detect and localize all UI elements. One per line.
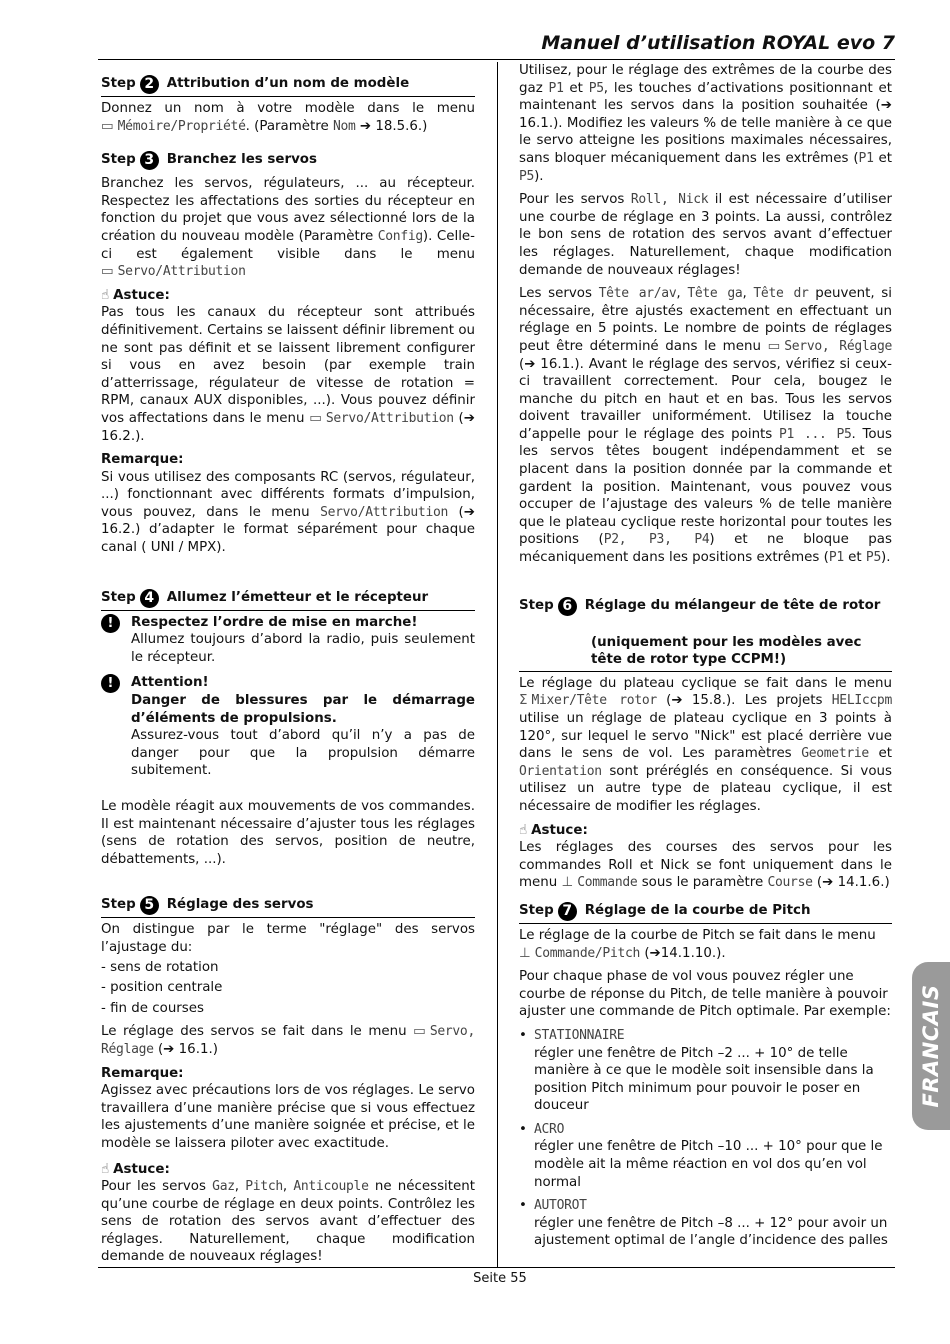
hand-icon: ☝ [519, 822, 528, 838]
paragraph: Pour les servos Roll, Nick il est nécessaire d’utiliser une courbe de réglage en 3 points. La aussi, contrôlez le bon sens de rotation des servos avant d’effectuer les réglages. Naturellement, chaque modification demande de nouveaux réglages! [519, 192, 892, 278]
step-4-heading: Step 4 Allumez l’émetteur et le récepteur [101, 589, 475, 611]
list-item: - fin de courses [101, 1000, 204, 1016]
step-title: Réglage du mélangeur de tête de rotor [584, 597, 881, 613]
paragraph: Le réglage de la courbe de Pitch se fait dans le menu ⊥ Commande/Pitch (➔14.1.10.). [519, 927, 876, 961]
hand-icon: ☝ [101, 1161, 110, 1177]
paragraph: Utilisez, pour le réglage des extrêmes de la courbe des gaz P1 et P5, les touches d’activations positionnant et maintenant les servos dans la position souhaitée (➔ 16.1.). Modifiez les valeurs % de telle manière à ce que le servo atteigne les positions maximales nécessaires, sans bloquer mécaniquement dans les extrêmes (P1 et P5). [519, 63, 892, 184]
paragraph: Pour les servos Gaz, Pitch, Anticouple ne nécessitent qu’une courbe de réglage en deux points. Contrôlez les sens de rotation des servos avant d’effectuer des réglages. Naturellement, chaque modification demande de nouveaux réglages! [101, 1179, 476, 1265]
warning-block [101, 614, 475, 667]
list-item [519, 1197, 892, 1250]
list-item [519, 1027, 892, 1115]
stick-icon: ⊥ [561, 875, 574, 891]
step-title: Allumez l’émetteur et le récepteur [166, 589, 429, 605]
step-number-badge: 5 [140, 896, 159, 915]
paragraph: Les réglages des courses des servos pour les commandes Roll et Nick se font uniquement dans le menu ⊥ Commande sous le paramètre Course (➔ 14.1.6.) [519, 840, 892, 891]
pitch-examples-list [519, 1027, 892, 1250]
list-item [519, 1121, 892, 1191]
paragraph: Le réglage du plateau cyclique se fait dans le menu Σ Mixer/Tête rotor (➔ 15.8.). Les projets HELIccpm utilise un réglage de plateau cyclique en 3 points à 120°, sur lequel le servo "Nick" est placé derrière vue dans le sens de vol. Les paramètres Geometrie et Orientation sont préréglés en conséquence. Si vous utilisez un autre type de plateau cyclique, il est nécessaire de modifier les réglages. [519, 675, 893, 814]
flight-phase-text: régler une fenêtre de Pitch –2 ... + 10° de telle manière à ce que le modèle soit insensible dans la position Pitch minimum pour pouvoir le poser en douceur [534, 1045, 874, 1114]
step-title: Branchez les servos [166, 152, 317, 168]
paragraph: Agissez avec précautions lors de vos réglages. Le servo travaillera d’une manière précise que si vous effectuez les ajustements d’une manière soignée et précise, et le modèle se laissera piloter avec exactitude. [101, 1083, 475, 1151]
flight-phase-name: • STATIONNAIRE [534, 1027, 625, 1043]
remark-label: Remarque: [101, 452, 184, 468]
header-rule [98, 59, 895, 60]
list-item: - sens de rotation [101, 959, 219, 975]
warning-icon: ! [101, 614, 120, 633]
menu-folder-icon: ▭ [767, 338, 781, 354]
menu-folder-icon: ▭ [101, 264, 114, 280]
flight-phase-name: • AUTOROT [534, 1198, 587, 1214]
step-subtitle: (uniquement pour les modèles avec tête de rotor type CCPM!) [591, 634, 862, 668]
tip-label: ☝ Astuce: [101, 287, 170, 303]
remark-label: Remarque: [101, 1065, 184, 1081]
step-5-heading: Step 5 Réglage des servos [101, 896, 475, 918]
step-6-heading: Step 6 Réglage du mélangeur de tête de rotor (uniquement pour les modèles avec tête de rotor type CCPM!) [519, 597, 892, 672]
page-number: Seite 55 [473, 1271, 527, 1286]
page-header-title: Manuel d’utilisation ROYAL evo 7 [541, 32, 895, 54]
step-3-heading: Step 3 Branchez les servos [101, 152, 317, 169]
warning-subtitle: Danger de blessures par le démarrage d’éléments de propulsions. [131, 693, 475, 726]
step-number-badge: 2 [140, 75, 159, 94]
paragraph: Donnez un nom à votre modèle dans le menu ▭ Mémoire/Propriété. (Paramètre Nom ➔ 18.5.6.) [101, 101, 475, 134]
menu-folder-icon: ▭ [413, 1024, 426, 1040]
paragraph: On distingue par le terme "réglage" des servos l’ajustage du: [101, 922, 475, 955]
menu-folder-icon: ▭ [309, 410, 322, 426]
warning-title: Attention! [131, 675, 209, 691]
hand-icon: ☝ [101, 287, 110, 303]
paragraph: Le réglage des servos se fait dans le menu ▭ Servo, Réglage (➔ 16.1.) [101, 1024, 475, 1057]
warning-text: Allumez toujours d’abord la radio, puis seulement le récepteur. [131, 632, 475, 665]
language-tab [912, 962, 950, 1130]
sigma-icon: Σ [519, 693, 528, 709]
step-2-heading: Step 2 Attribution d’un nom de modèle [101, 75, 475, 97]
tip-label: ☝ Astuce: [101, 1161, 170, 1177]
warning-block [101, 674, 475, 780]
step-number-badge: 3 [140, 151, 159, 170]
step-7-heading: Step 7 Réglage de la courbe de Pitch [519, 902, 892, 924]
tip-label: ☝ Astuce: [519, 822, 588, 838]
menu-folder-icon: ▭ [101, 118, 114, 134]
language-tab-label: FRANCAIS [919, 984, 943, 1108]
warning-icon: ! [101, 674, 120, 693]
paragraph: Branchez les servos, régulateurs, ... au récepteur. Respectez les affectations des sorties du récepteur en fonction du projet que vous avez sélectionné lors de la création du nouveau modèle (Paramètre Config). Celle-ci est également visible dans le menu ▭ Servo/Attribution [101, 176, 476, 280]
paragraph: Pour chaque phase de vol vous pouvez régler une courbe de réponse du Pitch, de telle manière à pouvoir ajuster une commande de Pitch optimale. Par exemple: [519, 969, 891, 1020]
paragraph: Le modèle réagit aux mouvements de vos commandes. Il est maintenant nécessaire d’ajuster tous les réglages (sens de rotation des servos, position de neutre, débattements, ...). [101, 799, 475, 867]
step-number-badge: 7 [558, 902, 577, 921]
paragraph: Les servos Tête ar/av, Tête ga, Tête dr peuvent, si nécessaire, être ajustés exactement en effectuant un réglage en 5 points. Le nombre de points de réglages peut être déterminé dans le menu ▭ Servo, Réglage (➔ 16.1.). Avant le réglage des servos, vérifiez si ceux-ci travaillent correctement. Pour cela, bougez le manche du pitch en haut et en bas. Tous les servos doivent travailler uniformément. Utilisez la touche d’appelle pour le réglage des points P1 ... P5. Tous les servos têtes bougent indépendamment et se placent dans la position donnée par la commande et gardent la position. Maintenant, vous pouvez vous occuper de l’ajustage des valeurs % de telle manière que le plateau cyclique reste horizontal pour toutes les positions (P2, P3, P4) et ne bloque pas mécaniquement dans les positions extrêmes (P1 et P5). [519, 286, 893, 566]
flight-phase-name: • ACRO [534, 1121, 565, 1137]
right-column [519, 62, 892, 1256]
paragraph: Pas tous les canaux du récepteur sont attribués définitivement. Certains se laissent définir librement ou ne sont pas définit et se laissent librement configurer si vous en avez besoin (par exemple train d’atterrissage, régulateur de vitesse de rotation = RPM, canaux AUX disponibles, ...). Vous pouvez définir vos affectations dans le menu ▭ Servo/Attribution (➔ 16.2.). [101, 305, 475, 444]
step-number-badge: 6 [558, 597, 577, 616]
paragraph: Si vous utilisez des composants RC (servos, régulateur, ...) fonctionnant avec différents formats d’impulsion, vous pouvez, dans le menu Servo/Attribution (➔ 16.2.) d’adapter le format séparément pour chaque canal ( UNI / MPX). [101, 469, 475, 556]
step-title: Réglage des servos [166, 897, 314, 913]
list-item: - position centrale [101, 980, 223, 996]
stick-icon: ⊥ [519, 945, 531, 961]
column-divider [497, 62, 498, 1267]
flight-phase-text: régler une fenêtre de Pitch –10 ... + 10° pour que le modèle ait la même réaction en vol dos qu’en vol normal [534, 1139, 883, 1190]
warning-text: Assurez-vous tout d’abord qu’il n’y a pas de danger pour que la propulsion démarre subitement. [131, 728, 475, 779]
step-number-badge: 4 [140, 589, 159, 608]
left-column [101, 66, 475, 1272]
flight-phase-text: régler une fenêtre de Pitch –8 ... + 12° pour avoir un ajustement optimal de l’angle d’incidence des palles [534, 1215, 888, 1249]
step-title: Attribution d’un nom de modèle [166, 76, 410, 91]
step-title: Réglage de la courbe de Pitch [584, 902, 811, 918]
warning-title: Respectez l’ordre de mise en marche! [131, 614, 418, 630]
